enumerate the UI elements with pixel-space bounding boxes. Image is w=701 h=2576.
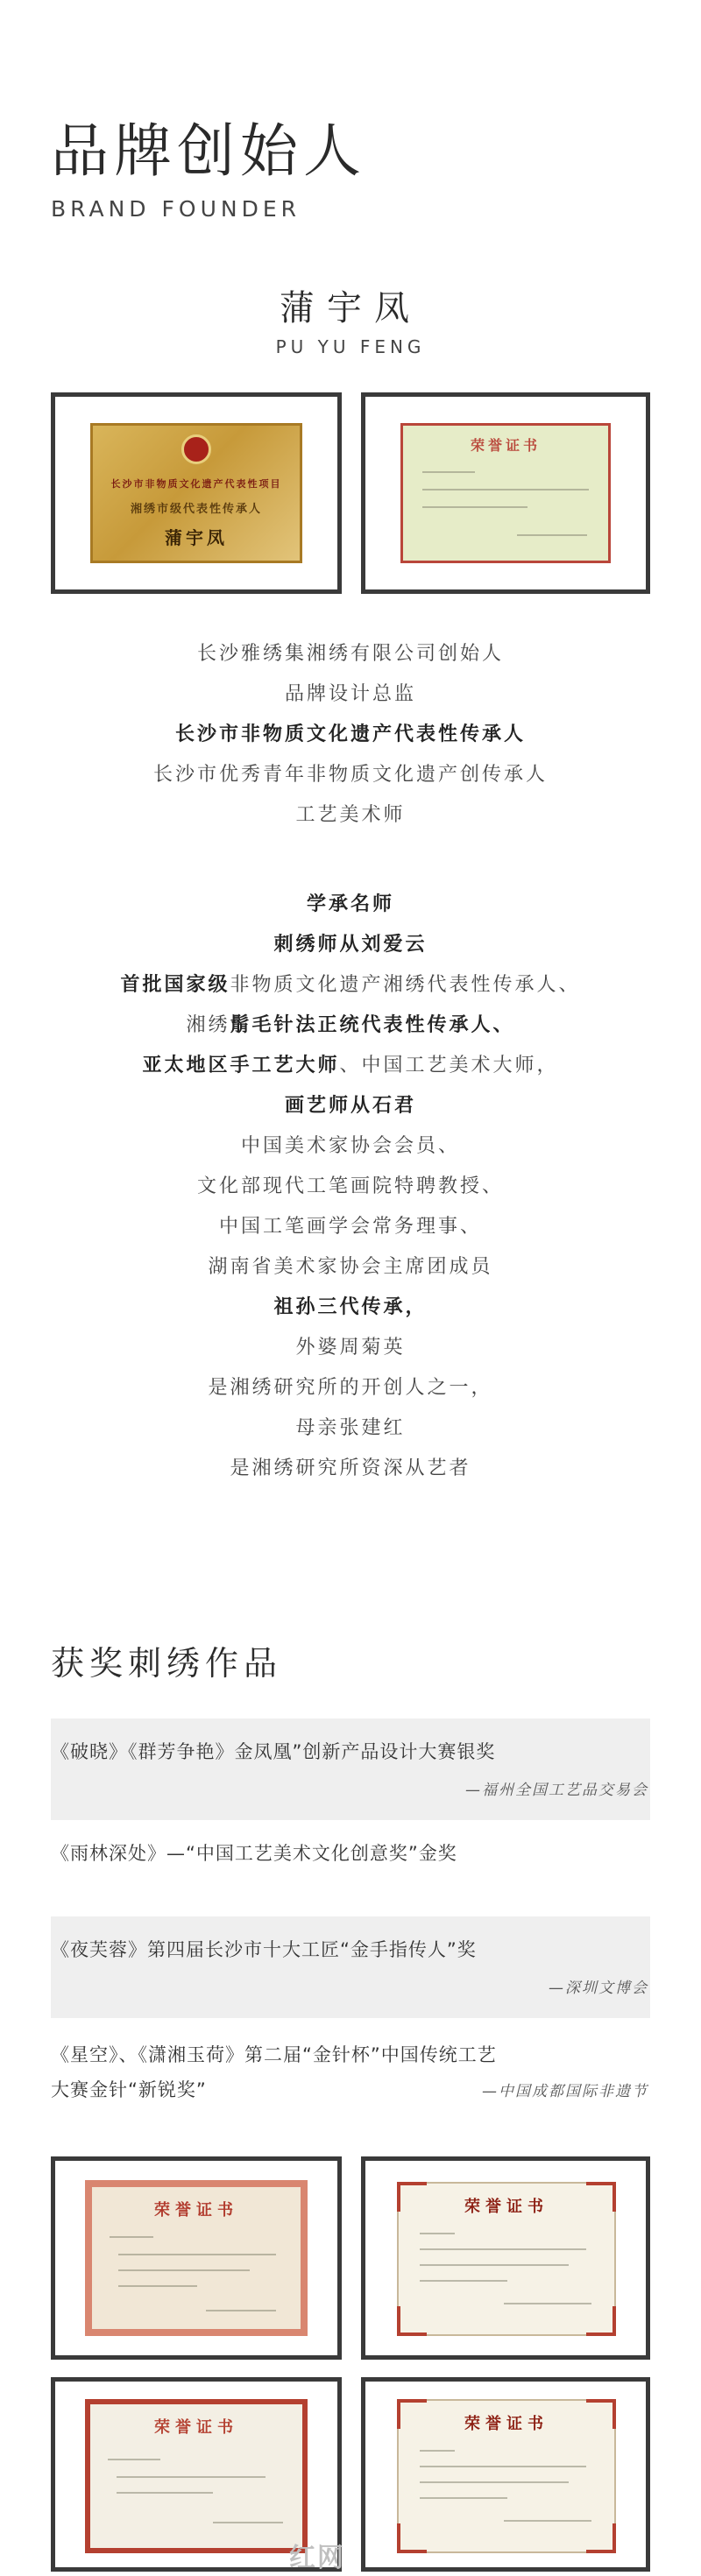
cert-text-line xyxy=(420,2450,455,2452)
bio-emphasis: 亚太地区手工艺大师 xyxy=(142,1055,340,1076)
corner-ornament xyxy=(586,2306,616,2336)
gold-certificate-line2: 湘绣市级代表性传承人 xyxy=(130,503,262,516)
award-source: —深圳文博会 xyxy=(549,1980,648,1997)
cert-text-line xyxy=(110,2236,153,2238)
honor-certificate xyxy=(397,2182,616,2336)
cert-text-line xyxy=(420,2497,507,2499)
bio-line: 中国工笔画学会常务理事、 xyxy=(218,1216,482,1238)
cert-text-line xyxy=(118,2285,197,2287)
page-title: 品牌创始人 xyxy=(51,117,366,185)
bio-line: 外婆周菊英 xyxy=(295,1337,406,1359)
certificate-frame xyxy=(51,2156,342,2360)
cert-text-line xyxy=(213,2522,283,2523)
cert-text-line xyxy=(117,2476,266,2478)
bio-line xyxy=(0,976,701,995)
cert-text-line xyxy=(118,2269,250,2271)
award-source: —中国成都国际非遗节 xyxy=(482,2083,648,2100)
award-source: —福州全国工艺品交易会 xyxy=(465,1782,648,1799)
honor-certificate xyxy=(85,2399,308,2553)
bio-line xyxy=(0,1056,701,1076)
cert-text-line xyxy=(422,489,589,490)
bio-line: 湖南省美术家协会主席团成员 xyxy=(208,1256,493,1278)
corner-ornament xyxy=(586,2523,616,2553)
bio-emphasis: 首批国家级 xyxy=(120,974,230,996)
cert-text-line xyxy=(420,2466,586,2467)
bio-line xyxy=(0,1016,701,1035)
gold-certificate-name: 蒲宇凤 xyxy=(165,527,228,548)
certificate-heading: 荣誉证书 xyxy=(464,2415,549,2433)
gold-certificate-line1: 长沙市非物质文化遗产代表性项目 xyxy=(110,478,282,490)
bio-line: 中国美术家协会会员、 xyxy=(240,1135,460,1157)
page-subtitle: BRAND FOUNDER xyxy=(51,196,301,222)
cert-text-line xyxy=(117,2492,213,2494)
bio-line: 工艺美术师 xyxy=(295,804,406,826)
cert-text-line xyxy=(422,506,528,508)
certificate-heading: 荣誉证书 xyxy=(154,2418,238,2437)
award-text: 《夜芙蓉》第四届长沙市十大工匠“金手指传人”奖 xyxy=(51,1939,477,1960)
bio-line: 学承名师 xyxy=(306,893,394,915)
bio-text: 非物质文化遗产湘绣代表性传承人、 xyxy=(230,974,581,996)
cert-text-line xyxy=(420,2233,455,2234)
bio-line: 祖孙三代传承， xyxy=(273,1296,428,1318)
award-item-bg xyxy=(51,1916,650,2018)
cert-text-line xyxy=(422,471,475,473)
bio-line: 品牌设计总监 xyxy=(284,683,416,705)
certificate-frame-green xyxy=(361,392,650,594)
certificate-heading: 荣誉证书 xyxy=(464,2198,549,2216)
founder-name-pinyin: PU YU FENG xyxy=(275,336,426,357)
cert-text-line xyxy=(420,2280,507,2282)
bio-line: 是湘绣研究所的开创人之一， xyxy=(208,1377,493,1399)
cert-text-line xyxy=(108,2459,160,2460)
cert-text-line xyxy=(420,2248,586,2250)
cert-text-line xyxy=(420,2264,569,2266)
green-certificate xyxy=(400,423,611,563)
bio-line: 母亲张建红 xyxy=(295,1417,406,1439)
awards-section-title: 获奖刺绣作品 xyxy=(51,1644,283,1683)
certificate-heading: 荣誉证书 xyxy=(154,2201,238,2220)
certificate-frame xyxy=(361,2377,650,2572)
cert-text-line xyxy=(206,2310,276,2311)
cert-text-line xyxy=(420,2481,569,2483)
emblem-icon xyxy=(181,434,211,464)
cert-text-line xyxy=(504,2520,591,2522)
cert-text-line xyxy=(504,2303,591,2304)
certificate-frame xyxy=(361,2156,650,2360)
bio-line: 是湘绣研究所资深从艺者 xyxy=(230,1457,471,1479)
award-text: 大赛金针“新锐奖” xyxy=(51,2079,207,2100)
watermark-logo: 红网 xyxy=(289,2543,345,2573)
award-text: 《雨林深处》—“中国工艺美术文化创意奖”金奖 xyxy=(51,1843,457,1864)
bio-text: 、中国工艺美术大师， xyxy=(339,1055,559,1076)
award-item-bg xyxy=(51,1719,650,1820)
honor-certificate xyxy=(397,2399,616,2553)
corner-ornament xyxy=(397,2306,427,2336)
founder-name: 蒲宇凤 xyxy=(280,288,421,328)
bio-line: 文化部现代工笔画院特聘教授、 xyxy=(196,1175,504,1197)
cert-text-line xyxy=(517,534,587,536)
honor-certificate xyxy=(85,2180,308,2336)
certificate-frame-gold xyxy=(51,392,342,594)
corner-ornament xyxy=(397,2523,427,2553)
bio-emphasis: 鬅毛针法正统代表性传承人、 xyxy=(230,1014,515,1036)
cert-text-line xyxy=(118,2254,276,2255)
bio-line: 长沙市优秀青年非物质文化遗产创传承人 xyxy=(152,764,548,786)
bio-text: 湘绣 xyxy=(186,1014,230,1036)
bio-line: 画艺师从石君 xyxy=(284,1095,416,1117)
bio-line: 长沙雅绣集湘绣有限公司创始人 xyxy=(196,643,504,665)
award-text: 《星空》、《潇湘玉荷》第二届“金针杯”中国传统工艺 xyxy=(51,2044,497,2065)
bio-line: 刺绣师从刘爱云 xyxy=(273,934,428,956)
green-certificate-heading: 荣誉证书 xyxy=(470,437,541,454)
gold-certificate xyxy=(90,423,302,563)
bio-line: 长沙市非物质文化遗产代表性传承人 xyxy=(174,723,526,745)
award-text: 《破晓》《群芳争艳》金凤凰”创新产品设计大赛银奖 xyxy=(51,1741,496,1762)
